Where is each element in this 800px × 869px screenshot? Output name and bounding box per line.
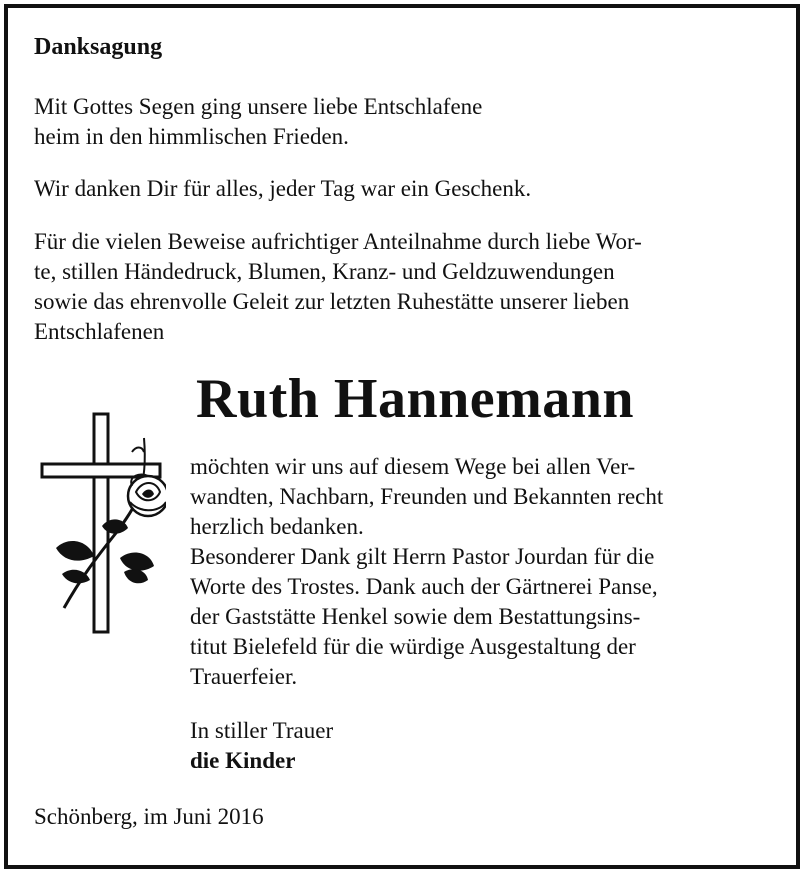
body-line: Worte des Trostes. Dank auch der Gärtnerei Panse, — [190, 574, 658, 599]
body-line: möchten wir uns auf diesem Wege bei allen Ver- — [190, 454, 636, 479]
body-line: wandten, Nachbarn, Freunden und Bekannten recht — [190, 484, 664, 509]
cross-with-rose-icon — [36, 408, 166, 643]
intro-line: Mit Gottes Segen ging unsere liebe Entschlafene — [34, 94, 483, 119]
thanks-line: Entschlafenen — [34, 319, 165, 344]
thanks-line: te, stillen Händedruck, Blumen, Kranz- und Geldzuwendungen — [34, 259, 615, 284]
body-line: Trauerfeier. — [190, 664, 298, 689]
thanks-line: Für die vielen Beweise aufrichtiger Anteilnahme durch liebe Wor- — [34, 229, 642, 254]
deceased-name: Ruth Hannemann — [196, 368, 635, 430]
notice-heading: Danksagung — [34, 34, 163, 60]
thanks-paragraph — [34, 227, 766, 347]
gift-paragraph — [34, 174, 754, 204]
closing-line: In stiller Trauer — [190, 718, 334, 743]
body-line: titut Bielefeld für die würdige Ausgestaltung der — [190, 634, 636, 659]
body-line: Besonderer Dank gilt Herrn Pastor Jourdan für die — [190, 544, 655, 569]
intro-paragraph — [34, 92, 594, 152]
gift-line: Wir danken Dir für alles, jeder Tag war ein Geschenk. — [34, 176, 532, 201]
main-thanks-paragraph — [190, 452, 766, 692]
intro-line: heim in den himmlischen Frieden. — [34, 124, 349, 149]
signature: die Kinder — [190, 748, 296, 773]
closing-block — [190, 716, 590, 776]
place-date: Schönberg, im Juni 2016 — [34, 804, 264, 829]
thanks-line: sowie das ehrenvolle Geleit zur letzten Ruhestätte unserer lieben — [34, 289, 630, 314]
body-line: der Gaststätte Henkel sowie dem Bestattungsins- — [190, 604, 641, 629]
body-line: herzlich bedanken. — [190, 514, 364, 539]
